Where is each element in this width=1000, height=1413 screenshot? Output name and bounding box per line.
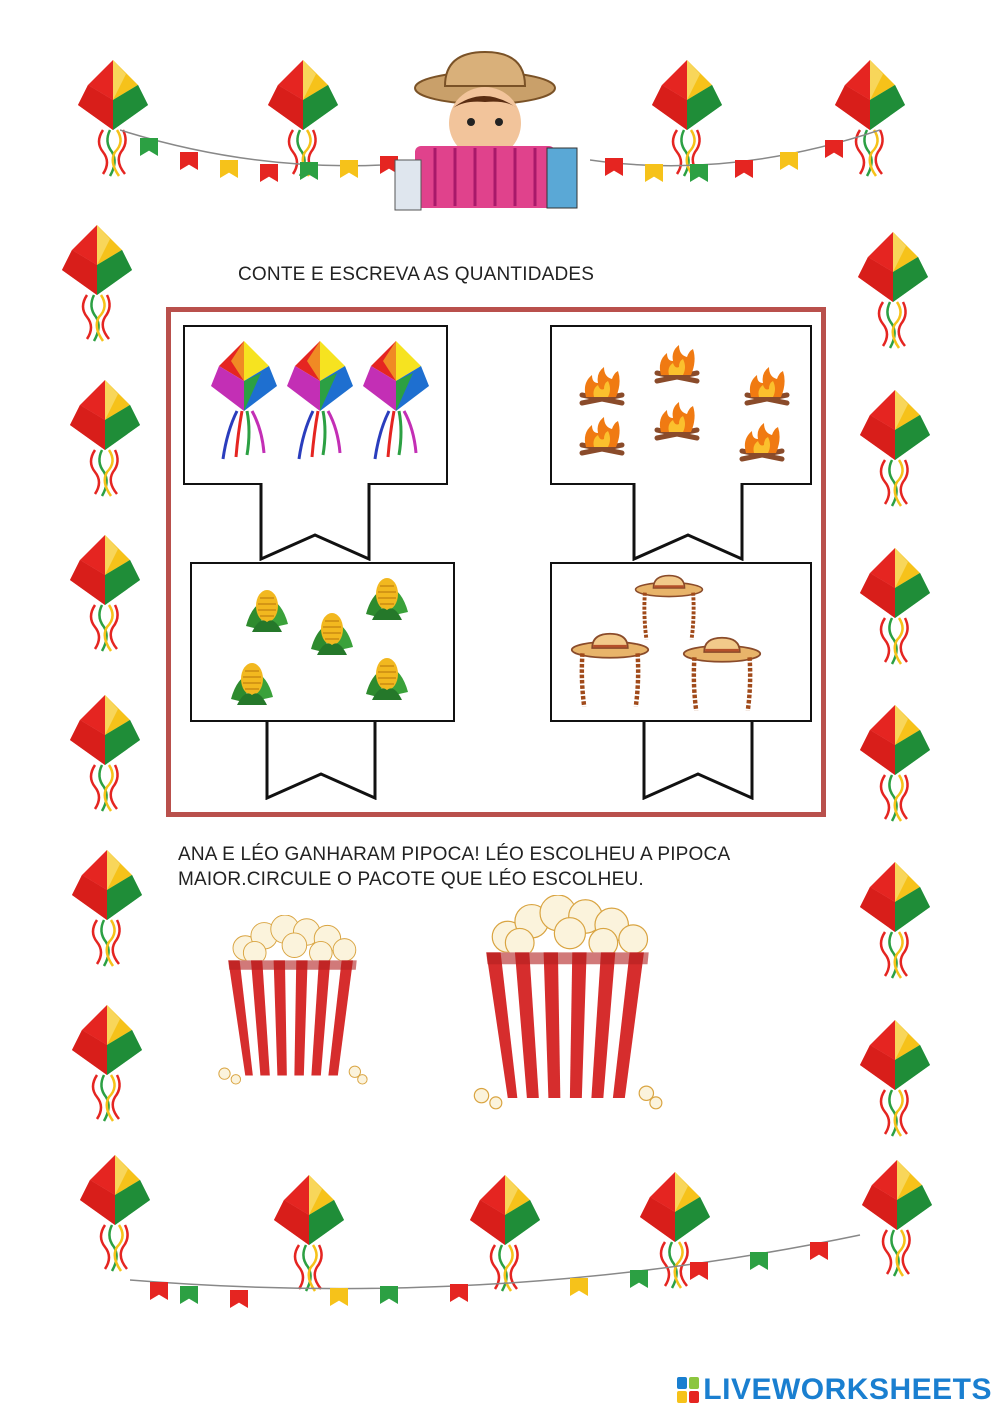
bunting-flags-icon [130,1230,870,1310]
lantern-icon [72,1005,142,1125]
bonfire-icon [572,367,632,407]
lantern-icon [70,380,140,500]
liveworksheets-logo [677,1373,992,1407]
bonfire-icon [647,345,707,385]
bonfire-icon [737,367,797,407]
corn-icon [362,574,412,624]
lantern-icon [860,390,930,510]
brand-name: LIVEWORKSHEETS [703,1373,992,1406]
straw-hat-icon [682,636,762,716]
lantern-icon [70,695,140,815]
kite-icon [361,341,431,461]
answer-banner-corn[interactable] [265,722,377,800]
count-box-kites [183,325,448,485]
bunting-flags-icon [590,120,880,190]
accordion-boy-icon [385,48,585,223]
bonfire-icon [732,423,792,463]
liveworksheets-icon [677,1377,699,1403]
count-box-hats [550,562,812,722]
kite-icon [209,341,279,461]
corn-icon [307,609,357,659]
corn-icon [242,586,292,636]
count-box-bonfires [550,325,812,485]
instruction-popcorn-line2: MAIOR.CIRCULE O PACOTE QUE LÉO ESCOLHEU. [178,869,644,890]
lantern-icon [70,535,140,655]
bonfire-icon [647,402,707,442]
lantern-icon [860,862,930,982]
lantern-icon [62,225,132,345]
corn-icon [362,654,412,704]
popcorn-large-option[interactable] [470,895,665,1110]
popcorn-small-option[interactable] [210,915,375,1085]
count-box-corn [190,562,455,722]
lantern-icon [72,850,142,970]
lantern-icon [860,548,930,668]
bonfire-icon [572,417,632,457]
lantern-icon [862,1160,932,1280]
straw-hat-icon [570,632,650,712]
instruction-popcorn [178,842,838,892]
answer-banner-bonfires[interactable] [632,483,744,561]
instruction-popcorn-line1: ANA E LÉO GANHARAM PIPOCA! LÉO ESCOLHEU A PIPOCA [178,844,731,865]
answer-banner-kites[interactable] [259,483,371,561]
instruction-count: CONTE E ESCREVA AS QUANTIDADES [238,264,595,285]
lantern-icon [858,232,928,352]
answer-banner-hats[interactable] [642,722,754,800]
lantern-icon [860,705,930,825]
kite-icon [285,341,355,461]
corn-icon [227,659,277,709]
lantern-icon [860,1020,930,1140]
